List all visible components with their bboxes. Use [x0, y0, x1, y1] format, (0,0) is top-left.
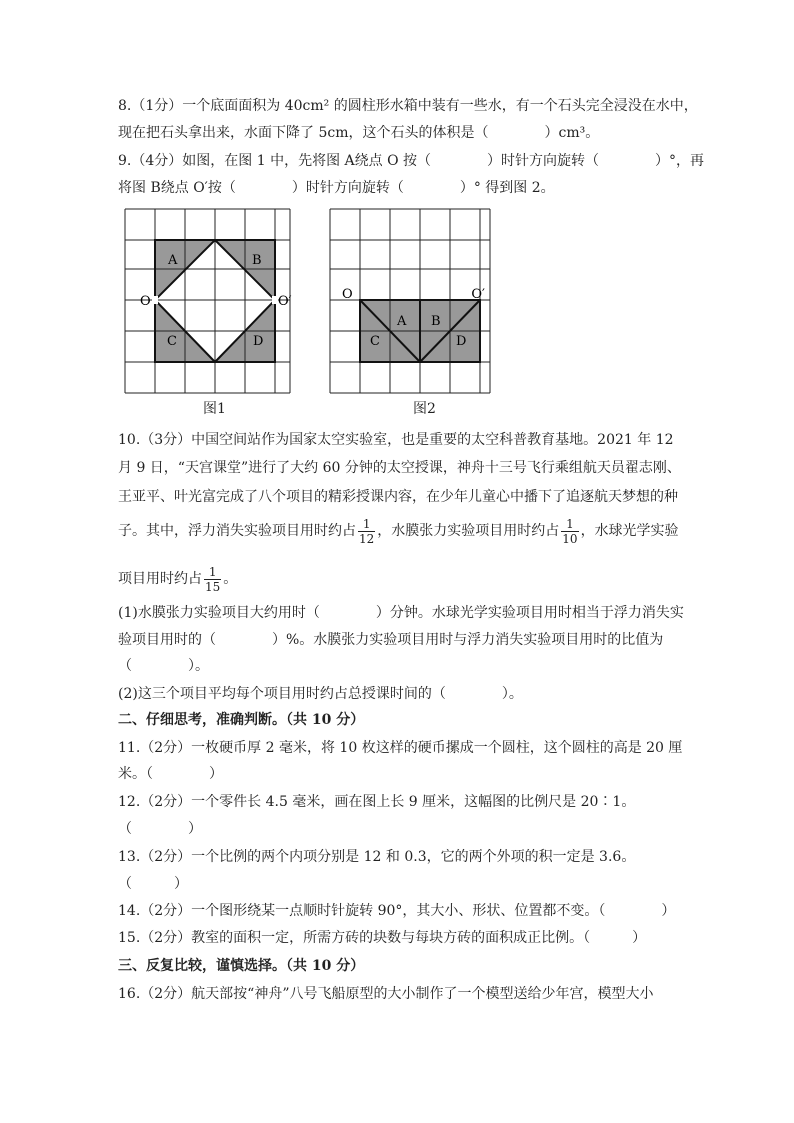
section-2-title: 二、仔细思考，准确判断。（共 10 分）: [118, 712, 365, 728]
q9-line-2: 将图 B绕点 O′按（ ）时针方向旋转（ ）° 得到图 2。: [118, 180, 555, 196]
q10-sub2: (2)这三个项目平均每个项目用时约占总授课时间的（ ）。: [118, 686, 523, 702]
fraction-numerator: 1: [561, 517, 578, 532]
fraction-1-10: [561, 517, 578, 546]
q10-line-4: [118, 513, 679, 549]
fig2-label-d: D: [456, 334, 467, 349]
fig1-label-d: D: [253, 334, 264, 349]
q16: 16.（2分）航天部按“神舟”八号飞船原型的大小制作了一个模型送给少年宫，模型大小: [118, 986, 654, 1002]
q12-line-2: （ ）: [118, 821, 202, 837]
q8-line-2: 现在把石头拿出来，水面下降了 5cm，这个石头的体积是（ ）cm³。: [118, 125, 600, 141]
figure-1: [120, 207, 295, 401]
fig2-label-o-prime: O′: [471, 287, 485, 302]
q10-text-4b: ，水膜张力实验项目用时约占: [377, 523, 560, 539]
fraction-1-15: [204, 565, 221, 594]
q10-text-5b: 。: [223, 571, 238, 587]
fraction-numerator: 1: [358, 517, 375, 532]
q10-text-4c: ，水球光学实验: [580, 523, 679, 539]
fraction-numerator: 1: [204, 565, 221, 580]
fig1-label-c: C: [167, 334, 177, 349]
q13-line-2: （ ）: [118, 876, 188, 892]
figure-1-caption: 图1: [203, 401, 226, 417]
section-3-title: 三、反复比较，谨慎选择。（共 10 分）: [118, 958, 365, 974]
q10-sub1-line-1: (1)水膜张力实验项目大约用时（ ）分钟。水球光学实验项目用时相当于浮力消失实: [118, 605, 684, 621]
fig1-label-o-prime: O′: [278, 294, 292, 309]
fraction-denominator: 10: [562, 531, 578, 546]
q10-line-2: 月 9 日，“天宫课堂”进行了大约 60 分钟的太空授课，神舟十三号飞行乘组航天员翟志刚、: [118, 460, 681, 476]
fraction-denominator: 12: [359, 531, 375, 546]
q10-line-1: 10.（3分）中国空间站作为国家太空实验室，也是重要的太空科普教育基地。2021 年 12: [118, 432, 674, 448]
q9-line-1: 9.（4分）如图，在图 1 中，先将图 A绕点 O 按（ ）时针方向旋转（ ）°，再: [118, 153, 705, 169]
q15: 15.（2分）教室的面积一定，所需方砖的块数与每块方砖的面积成正比例。（ ）: [118, 930, 647, 946]
q10-text-4a: 子。其中，浮力消失实验项目用时约占: [118, 523, 356, 539]
q11-line-2: 米。（ ）: [118, 766, 223, 782]
figure-2-caption: 图2: [413, 401, 436, 417]
q10-text-5a: 项目用时约占: [118, 571, 202, 587]
fraction-1-12: [358, 517, 375, 546]
fig1-label-b: B: [252, 253, 262, 268]
fig2-label-a: A: [397, 314, 407, 329]
q12-line-1: 12.（2分）一个零件长 4.5 毫米，画在图上长 9 厘米，这幅图的比例尺是 20∶1。: [118, 794, 636, 810]
q13-line-1: 13.（2分）一个比例的两个内项分别是 12 和 0.3，它的两个外项的积一定是 3.6。: [118, 849, 636, 865]
fig2-label-b: B: [431, 314, 441, 329]
fig2-label-c: C: [370, 334, 380, 349]
q14: 14.（2分）一个图形绕某一点顺时针旋转 90°，其大小、形状、位置都不变。（ ）: [118, 903, 676, 919]
q10-sub1-line-2: 验项目用时的（ ）%。水膜张力实验项目用时与浮力消失实验项目用时的比值为: [118, 632, 664, 648]
figure-2: [325, 207, 495, 401]
q8-line-1: 8.（1分）一个底面面积为 40cm² 的圆柱形水箱中装有一些水，有一个石头完全浸没在水中，: [118, 98, 698, 114]
fraction-denominator: 15: [205, 579, 221, 594]
fig1-label-o: O: [140, 294, 151, 309]
q11-line-1: 11.（2分）一枚硬币厚 2 毫米，将 10 枚这样的硬币摞成一个圆柱，这个圆柱的高是 20 厘: [118, 740, 683, 756]
q10-line-3: 王亚平、叶光富完成了八个项目的精彩授课内容，在少年儿童心中播下了追逐航天梦想的种: [118, 489, 678, 505]
q10-line-5: [118, 561, 237, 597]
fig2-label-o: O: [342, 287, 353, 302]
q10-sub1-line-3: （ ）。: [118, 658, 209, 674]
fig1-label-a: A: [168, 253, 178, 268]
